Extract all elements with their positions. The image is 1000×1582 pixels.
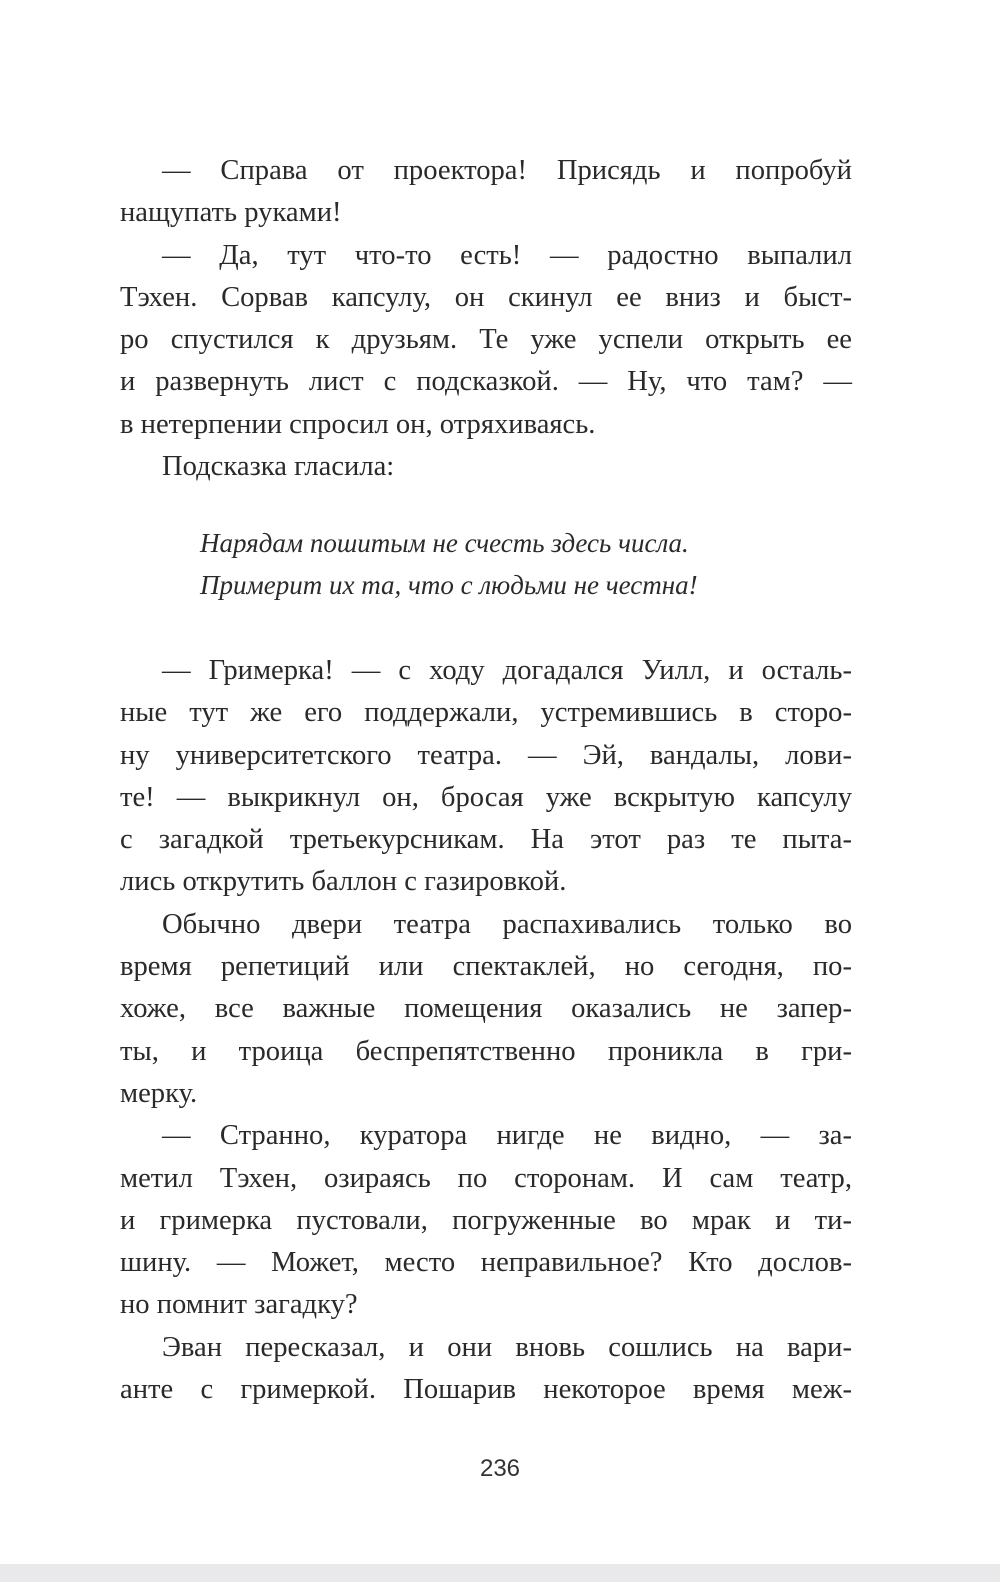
text-line: с загадкой третьекурсникам. На этот раз те пыта- (120, 824, 852, 856)
text-line: ро спустился к друзьям. Те уже успели открыть ее (120, 324, 852, 356)
body-text (120, 150, 852, 488)
text-line: ну университетского театра. — Эй, вандалы, лови- (120, 739, 852, 771)
text-line: но помнит загадку? (120, 1289, 358, 1321)
text-line: Подсказка гласила: (162, 451, 395, 483)
text-line: ты, и троица беспрепятственно проникла в гри- (120, 1035, 852, 1067)
text-line: в нетерпении спросил он, отряхиваясь. (120, 408, 596, 440)
text-line: Обычно двери театра распахивались только во (162, 908, 852, 940)
text-line: Эван пересказал, и они вновь сошлись на вари- (162, 1331, 852, 1363)
text-line: — Справа от проектора! Присядь и попробуй (162, 155, 852, 186)
text-line: анте с гримеркой. Пошарив некоторое время меж- (120, 1374, 852, 1406)
text-line: — Да, тут что-то есть! — радостно выпалил (162, 239, 852, 271)
text-line: нащупать руками! (120, 197, 342, 229)
verse-line: Примерит их та, что с людьми не честна! (200, 570, 698, 600)
page-bottom-edge (0, 1564, 1000, 1582)
text-line: время репетиций или спектаклей, но сегодня, по- (120, 951, 852, 983)
text-line: и гримерка пустовали, погруженные во мрак и ти- (120, 1204, 852, 1236)
body-text-continued (120, 650, 852, 1411)
text-line: мерку. (120, 1077, 198, 1109)
text-line: и развернуть лист с подсказкой. — Ну, что там? — (120, 366, 852, 398)
text-line: лись открутить баллон с газировкой. (120, 866, 567, 898)
text-line: — Гримерка! — с ходу догадался Уилл, и осталь- (162, 655, 852, 686)
text-line: шину. — Может, место неправильное? Кто дослов- (120, 1247, 852, 1279)
text-line: те! — выкрикнул он, бросая уже вскрытую капсулу (120, 781, 852, 813)
text-line: метил Тэхен, озираясь по сторонам. И сам театр, (120, 1162, 852, 1194)
text-line: Тэхен. Сорвав капсулу, он скинул ее вниз и быст- (120, 281, 852, 313)
text-line: хоже, все важные помещения оказались не запер- (120, 993, 852, 1025)
riddle-verse (200, 522, 820, 606)
text-line: — Странно, куратора нигде не видно, — за- (162, 1120, 852, 1152)
page-number: 236 (479, 1455, 521, 1482)
verse-line: Нарядам пошитым не счесть здесь числа. (200, 528, 689, 558)
text-line: ные тут же его поддержали, устремившись в сторо- (120, 697, 852, 729)
